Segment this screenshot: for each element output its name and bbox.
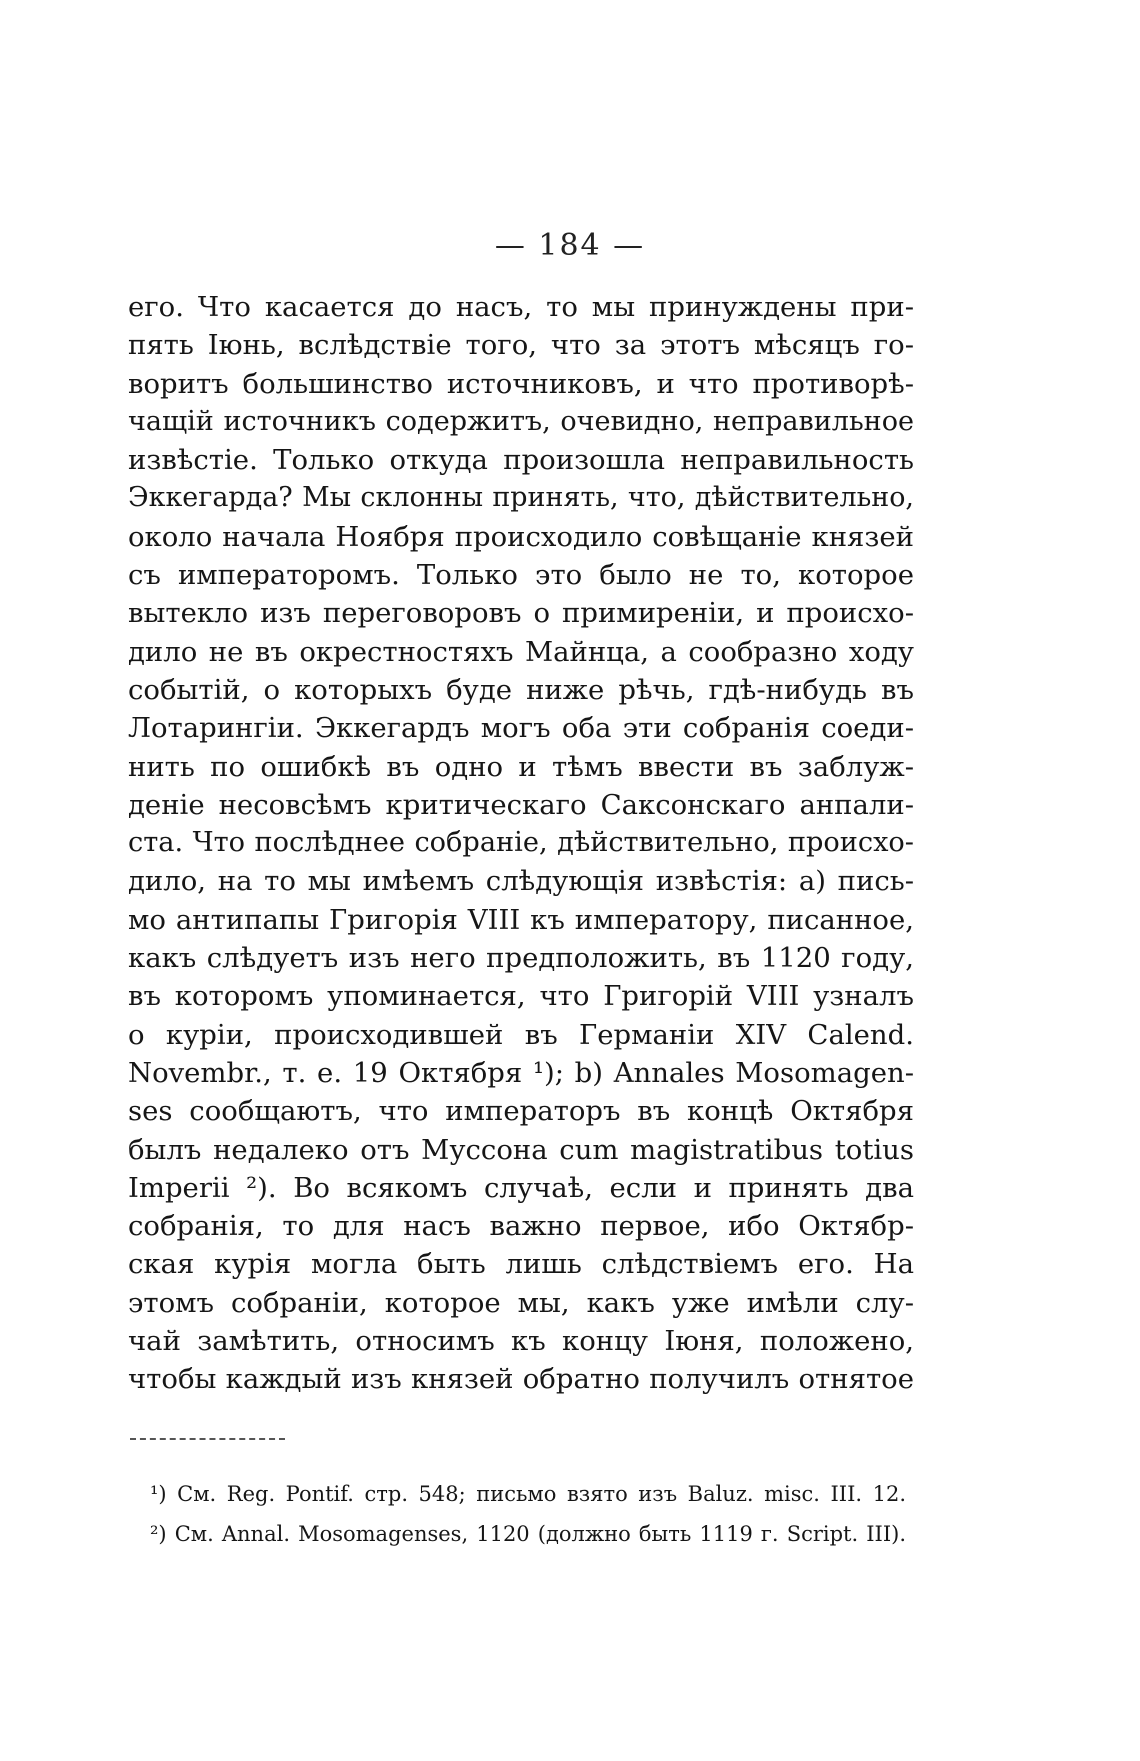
text-line: нить по ошибкѣ въ одно и тѣмъ ввести въ заблуж- [128,750,914,783]
text-line: пять Іюнь, вслѣдствіе того, что за этотъ мѣсяцъ го- [128,329,914,362]
text-line: его. Что касается до насъ, то мы принуждены при- [128,291,914,323]
text-line: дило не въ окрестностяхъ Майнца, а сообразно ходу [128,635,914,668]
text-line: деніе несовсѣмъ критическаго Саксонскаго анпали- [128,788,914,821]
text-line: извѣстіе. Только откуда произошла неправильность [128,444,914,477]
footnote-1: ¹) См. Reg. Pontif. стр. 548; письмо взято изъ Baluz. misc. III. 12. [150,1482,906,1506]
text-line: чащій источникъ содержитъ, очевидно, неправильное [128,405,914,437]
text-line: Imperii ²). Во всякомъ случаѣ, если и принять два [128,1171,914,1204]
text-line: ста. Что послѣднее собраніе, дѣйствительно, происхо- [128,827,914,859]
text-line: съ императоромъ. Только это было не то, которое [128,559,914,592]
text-line: Novembr., т. е. 19 Октября ¹); b) Annales Mosomagen- [128,1056,914,1089]
text-line: вытекло изъ переговоровъ о примиреніи, и происхо- [128,597,914,630]
text-line: дило, на то мы имѣемъ слѣдующія извѣстія: а) пись- [128,865,914,898]
text-line: чай замѣтить, относимъ къ концу Іюня, положено, [128,1325,914,1358]
text-line: Лотарингіи. Эккегардъ могъ оба эти собранія соеди- [128,712,914,745]
text-line: собранія, то для насъ важно первое, ибо Октябр- [128,1210,914,1243]
footnote-divider [130,1438,285,1440]
text-line: около начала Ноября происходило совѣщаніе князей [128,520,914,553]
body-text [128,288,914,1399]
footnote-2: ²) См. Annal. Mosomagenses, 1120 (должно быть 1119 г. Script. III). [150,1522,906,1546]
text-line: чтобы каждый изъ князей обратно получилъ отнятое [128,1363,914,1396]
text-line: какъ слѣдуетъ изъ него предположить, въ 1120 году, [128,942,914,975]
text-line: воритъ большинство источниковъ, и что противорѣ- [128,367,914,400]
text-line: былъ недалеко отъ Муссона cum magistratibus totius [128,1133,914,1166]
text-line: мо антипапы Григорія VIII къ императору, писанное, [128,903,914,936]
text-line: о куріи, происходившей въ Германіи XIV Calend. [128,1018,914,1051]
text-line: Эккегарда? Мы склонны принять, что, дѣйствительно, [128,482,914,514]
text-line: событій, о которыхъ буде ниже рѣчь, гдѣ-нибудь въ [128,673,914,706]
footnotes [150,1474,906,1554]
text-line: ses сообщаютъ, что императоръ въ концѣ Октября [128,1095,914,1128]
text-line: этомъ собраніи, которое мы, какъ уже имѣли слу- [128,1286,914,1319]
text-line: въ которомъ упоминается, что Григорій VIII узналъ [128,980,914,1013]
page-number: — 184 — [494,228,646,263]
text-line: ская курія могла быть лишь слѣдствіемъ его. На [128,1248,914,1281]
